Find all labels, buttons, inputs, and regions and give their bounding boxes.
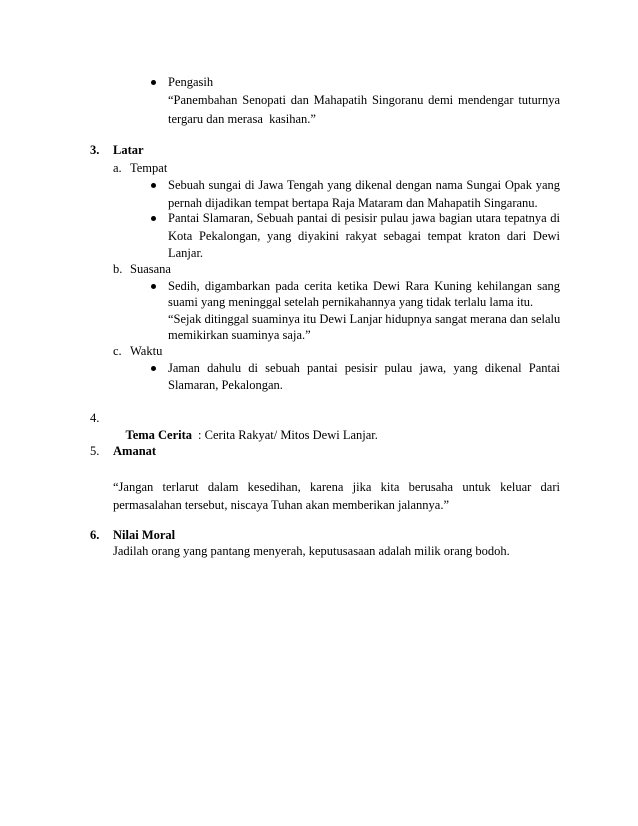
tema-text: : Cerita Rakyat/ Mitos Dewi Lanjar. bbox=[198, 428, 378, 442]
subsection-label-waktu: Waktu bbox=[130, 344, 163, 358]
section-number: 3. bbox=[90, 143, 100, 157]
section-heading-nilai-moral: Nilai Moral bbox=[113, 528, 176, 542]
section-number: 5. bbox=[90, 444, 100, 458]
tempat-bullet-line: Lanjar. bbox=[168, 246, 204, 260]
bullet-icon bbox=[151, 183, 156, 188]
amanat-line: permasalahan tersebut, niscaya Tuhan akan memberikan jalannya.” bbox=[113, 498, 449, 512]
tempat-bullet-line: Kota Pekalongan, yang diyakini rakyat sebagai tempat kraton dari Dewi bbox=[168, 229, 560, 243]
section-number: 6. bbox=[90, 528, 100, 542]
waktu-bullet-line: Slamaran, Pekalongan. bbox=[168, 378, 283, 392]
waktu-bullet-line: Jaman dahulu di sebuah pantai pesisir pulau jawa, yang dikenal Pantai bbox=[168, 361, 560, 375]
tempat-bullet-line: pernah dijadikan tempat bertapa Raja Mataram dan Mahapatih Singaranu. bbox=[168, 196, 538, 210]
subsection-marker: c. bbox=[113, 344, 122, 358]
suasana-bullet-line: suami yang meninggal setelah pernikahannya yang tidak terlalu lama itu. bbox=[168, 295, 534, 309]
section-heading-amanat: Amanat bbox=[113, 444, 157, 458]
subsection-marker: b. bbox=[113, 262, 123, 276]
bullet-icon bbox=[151, 80, 156, 85]
pengasih-line: tergaru dan merasa kasihan.” bbox=[168, 112, 316, 126]
suasana-bullet-line: Sedih, digambarkan pada cerita ketika Dewi Rara Kuning kehilangan sang bbox=[168, 279, 560, 293]
suasana-bullet-line: memikirkan suaminya saja.” bbox=[168, 328, 311, 342]
subsection-label-tempat: Tempat bbox=[130, 161, 168, 175]
subsection-label-suasana: Suasana bbox=[130, 262, 171, 276]
subsection-marker: a. bbox=[113, 161, 122, 175]
bullet-icon bbox=[151, 284, 156, 289]
tema-line bbox=[113, 410, 378, 442]
tempat-bullet-line: Pantai Slamaran, Sebuah pantai di pesisir pulau jawa bagian utara tepatnya di bbox=[168, 211, 560, 225]
tempat-bullet-line: Sebuah sungai di Jawa Tengah yang dikenal dengan nama Sungai Opak yang bbox=[168, 178, 560, 192]
pengasih-line: “Panembahan Senopati dan Mahapatih Singoranu demi mendengar tuturnya bbox=[168, 93, 560, 107]
suasana-bullet-line: “Sejak ditinggal suaminya itu Dewi Lanjar hidupnya sangat merana dan selalu bbox=[168, 312, 561, 326]
section-number: 4. bbox=[90, 411, 100, 425]
bullet-icon bbox=[151, 366, 156, 371]
section-heading-tema: Tema Cerita bbox=[125, 428, 193, 442]
nilai-moral-text: Jadilah orang yang pantang menyerah, keputusasaan adalah milik orang bodoh. bbox=[113, 544, 510, 558]
pengasih-label: Pengasih bbox=[168, 75, 214, 89]
section-heading-latar: Latar bbox=[113, 143, 144, 157]
amanat-line: “Jangan terlarut dalam kesedihan, karena jika kita berusaha untuk keluar dari bbox=[113, 480, 560, 494]
bullet-icon bbox=[151, 216, 156, 221]
